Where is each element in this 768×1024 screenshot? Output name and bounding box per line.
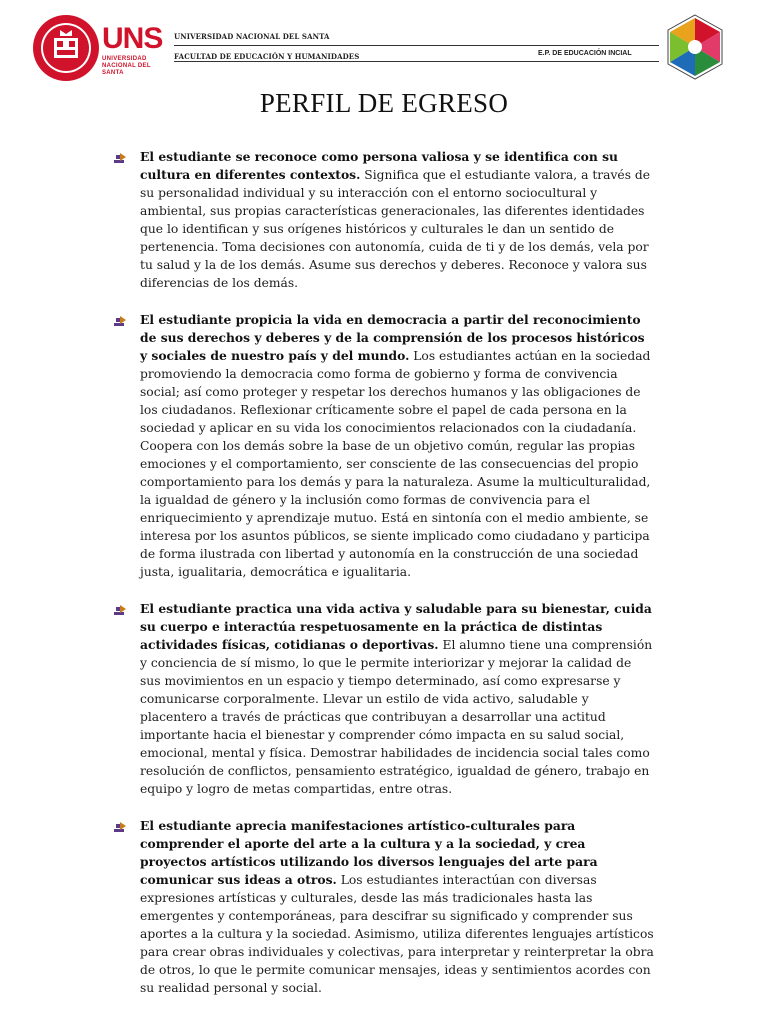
university-seal-icon (32, 14, 100, 82)
list-item-body: Los estudiantes actúan en la sociedad promoviendo la democracia como forma de gobierno y forma de convivencia social; así como proteger y respetar los derechos humanos y las obligaciones de los ciudadanos. Reflexionar críticamente sobre el papel de cada persona en la sociedad y aplicar en su vida los conocimientos relacionados con la ciudadanía. Coopera con los demás sobre la base de un objetivo común, regular las propias emociones y el comportamiento, ser consciente de las consecuencias del propio comportamiento para los demás y para la naturaleza. Asume la multiculturalidad, la igualdad de género y la inclusión como formas de convivencia para el enriquecimiento y aprendizaje mutuo. Está en sintonía con el medio ambiente, se interesa por los asuntos públicos, se siente implicado como ciudadano y participa de forma ilustrada con libertad y autonomía en la construcción de una sociedad justa, igualitaria, democrática e igualitaria. (140, 349, 651, 579)
list-item-heading: El estudiante practica una vida activa y saludable para su bienestar, cuida su cuerpo e interactúa respetuosamente en la práctica de distintas actividades físicas, cotidianas o deportivas. (140, 601, 652, 652)
list-item-text (140, 148, 654, 292)
profile-list (114, 148, 654, 1016)
page-title: PERFIL DE EGRESO (259, 88, 509, 118)
list-item (114, 600, 654, 798)
document-header (0, 0, 768, 86)
uns-logo (102, 24, 162, 77)
list-item-text (140, 311, 654, 581)
list-item (114, 311, 654, 581)
list-item-text (140, 600, 654, 798)
header-divider (174, 45, 659, 46)
arrow-bullet-icon (114, 820, 128, 832)
faculty-name: FACULTAD DE EDUCACIÓN Y HUMANIDADES (174, 52, 360, 61)
arrow-bullet-icon (114, 603, 128, 615)
arrow-bullet-icon (114, 314, 128, 326)
uns-logo-text: UNS (102, 22, 163, 55)
university-name: UNIVERSIDAD NACIONAL DEL SANTA (174, 32, 330, 41)
arrow-bullet-icon (114, 151, 128, 163)
school-name: E.P. DE EDUCACIÓN INCIAL (538, 50, 632, 57)
list-item-heading: El estudiante se reconoce como persona valiosa y se identifica con su cultura en diferentes contextos. (140, 149, 618, 182)
header-divider-bottom (174, 61, 659, 62)
list-item (114, 817, 654, 997)
list-item-body: El alumno tiene una comprensión y conciencia de sí mismo, lo que le permite interiorizar y mejorar la calidad de sus movimientos en un espacio y tiempo determinado, así como expresarse y comunicarse corporalmente. Llevar un estilo de vida activo, saludable y placentero a través de prácticas que contribuyan a desarrollar una actitud importante hacia el bienestar y comprender cómo impacta en su salud social, emocional, mental y física. Demostrar habilidades de incidencia social tales como resolución de conflictos, pensamiento estratégico, igualdad de género, trabajo en equipo y logro de metas compartidas, entre otras. (140, 638, 653, 796)
list-item-heading: El estudiante propicia la vida en democracia a partir del reconocimiento de sus derechos y deberes y de la comprensión de los procesos históricos y sociales de nuestro país y del mundo. (140, 312, 645, 363)
list-item-body: Significa que el estudiante valora, a través de su personalidad individual y su interacción con el entorno sociocultural y ambiental, sus propias características generacionales, las diferentes identidades que lo identifican y sus orígenes históricos y culturales le dan un sentido de pertenencia. Toma decisiones con autonomía, cuida de ti y de los demás, vela por tu salud y la de los demás. Asume sus derechos y deberes. Reconoce y valora sus diferencias de los demás. (140, 168, 651, 290)
list-item-heading: El estudiante aprecia manifestaciones artístico-culturales para comprender el aporte del arte a la cultura y a la sociedad, y crea proyectos artísticos utilizando los diversos lenguajes del arte para comunicar sus ideas a otros. (140, 818, 598, 887)
list-item-body: Los estudiantes interactúan con diversas expresiones artísticas y culturales, desde las más tradicionales hasta las emergentes y contemporáneas, para descifrar su significado y comprender sus aportes a la cultura y la sociedad. Asimismo, utiliza diferentes lenguajes artísticos para crear obras individuales y colectivas, para interpretar y reinterpretar la obra de otros, lo que le permite comunicar mensajes, ideas y sentimientos acordes con su realidad personal y social. (140, 873, 654, 995)
list-item-text (140, 817, 654, 997)
hexagon-school-logo-icon (666, 14, 724, 80)
list-item (114, 148, 654, 292)
uns-logo-subtitle: UNIVERSIDAD NACIONAL DEL SANTA (102, 56, 151, 76)
